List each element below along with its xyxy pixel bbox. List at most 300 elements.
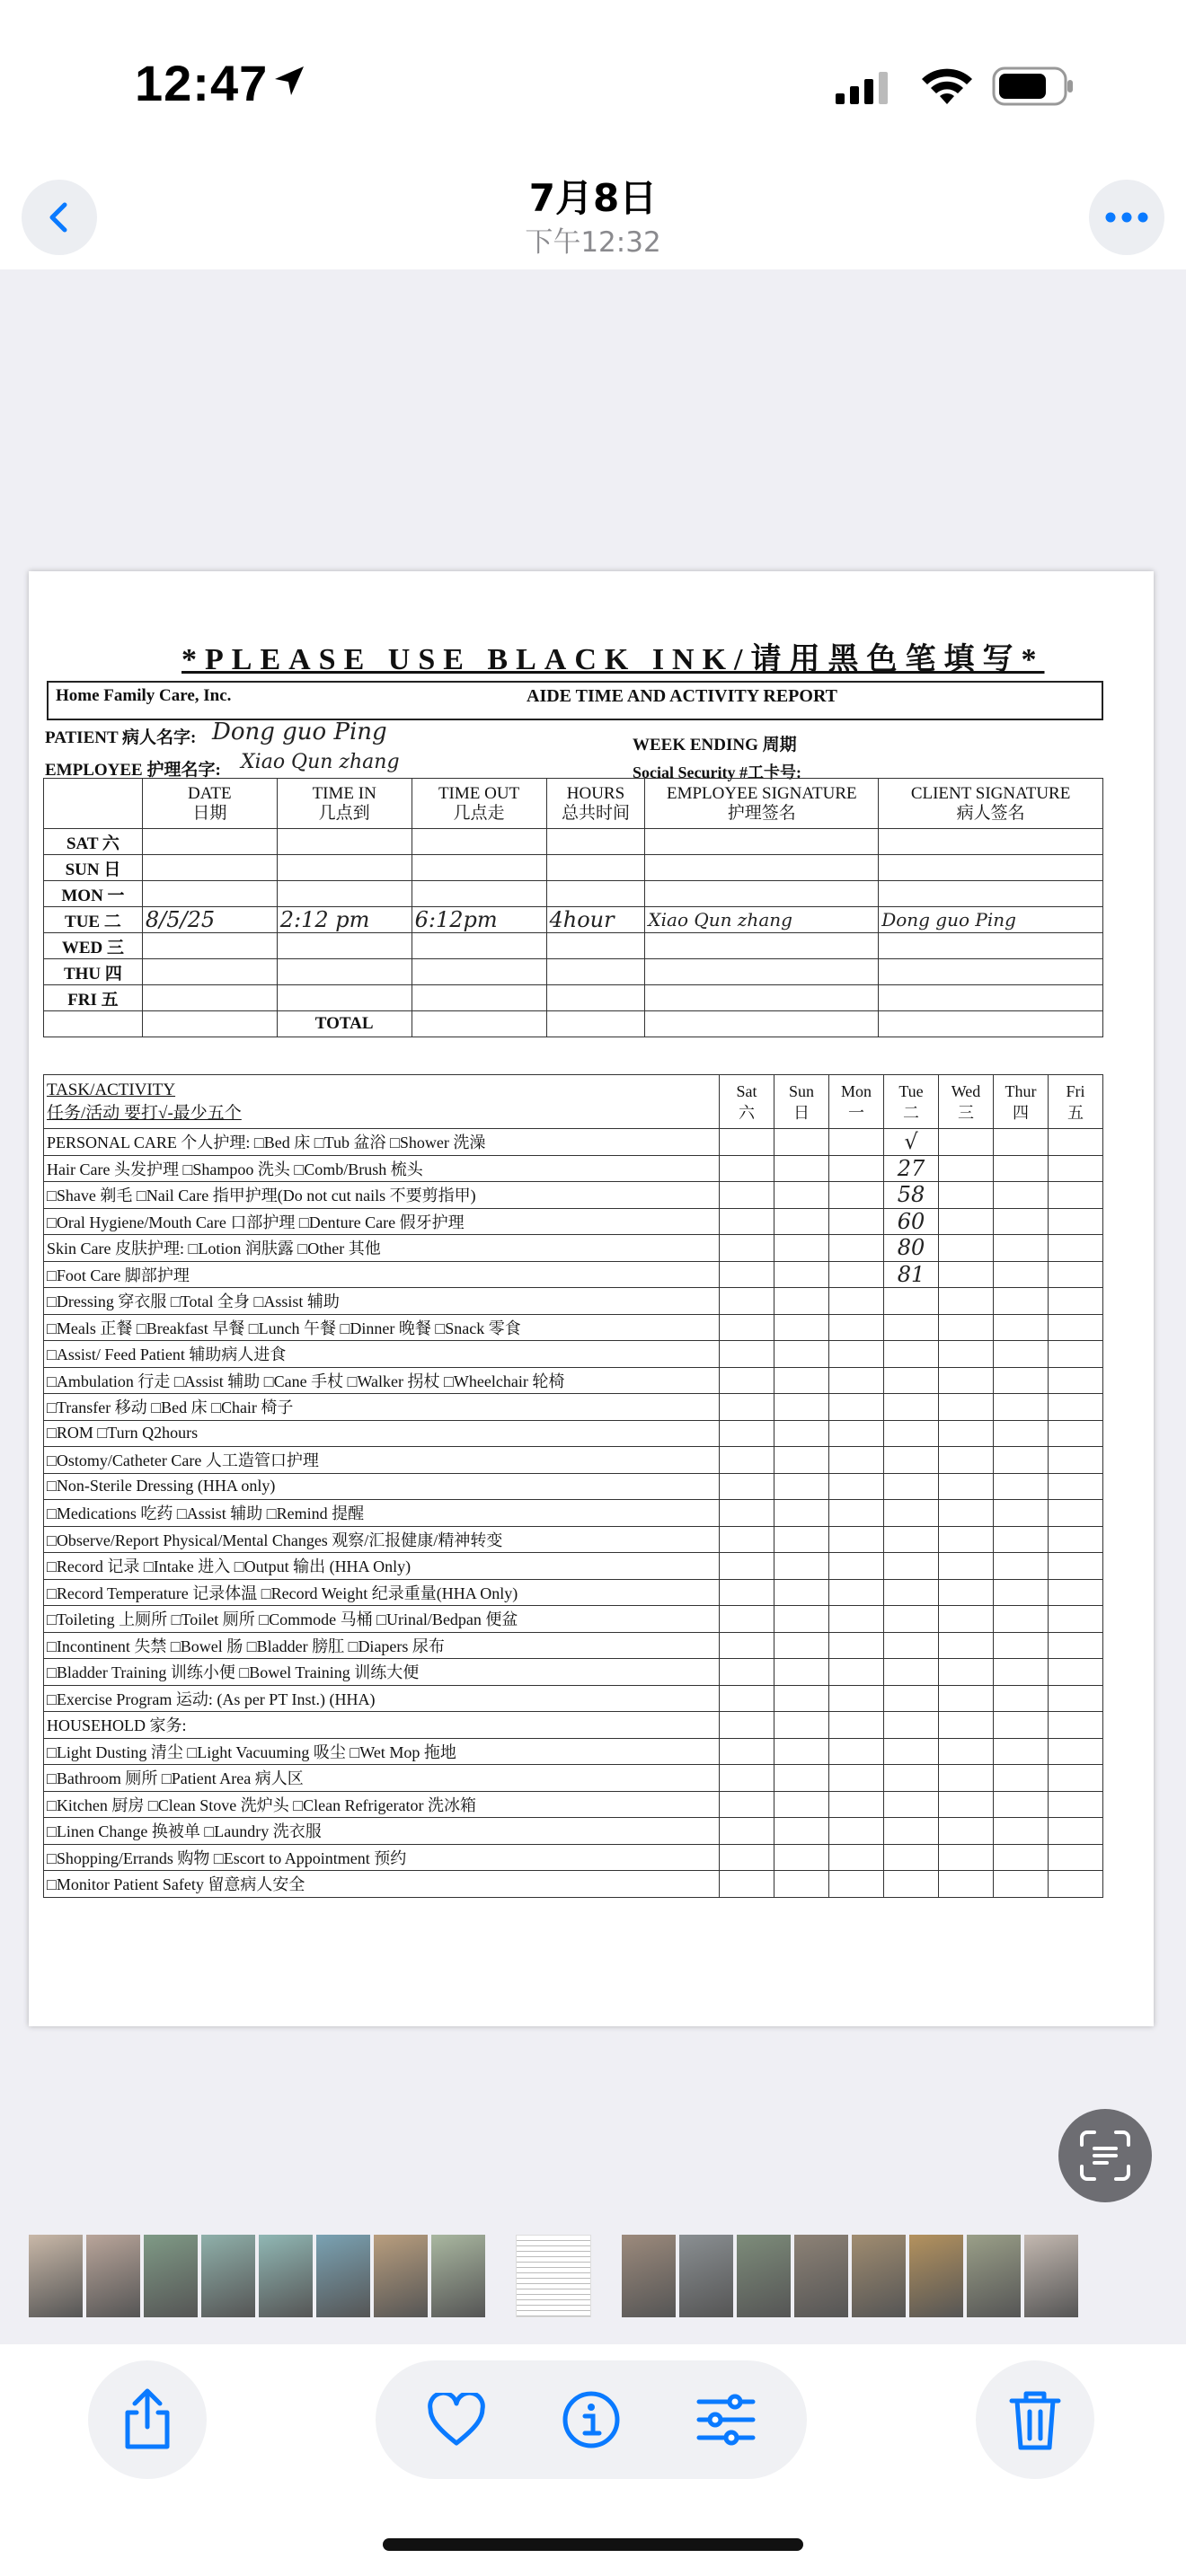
task-check-cell bbox=[774, 1526, 829, 1553]
task-check-cell bbox=[939, 1288, 994, 1315]
task-check-cell bbox=[829, 1420, 884, 1447]
location-arrow-icon bbox=[271, 63, 307, 99]
employee-label: EMPLOYEE 护理名字: bbox=[45, 761, 221, 780]
adjust-button[interactable] bbox=[667, 2360, 785, 2479]
time-row bbox=[44, 985, 1103, 1011]
task-check-cell bbox=[1049, 1447, 1103, 1474]
task-check-cell bbox=[774, 1659, 829, 1686]
task-check-cell bbox=[1049, 1500, 1103, 1527]
task-row bbox=[44, 1765, 1103, 1792]
task-header-title: TASK/ACTIVITY bbox=[47, 1080, 176, 1099]
weekday-header bbox=[884, 1075, 939, 1129]
task-check-cell bbox=[884, 1685, 939, 1712]
task-check-cell bbox=[720, 1553, 774, 1580]
patient-name-handwritten: Dong guo Ping bbox=[212, 719, 387, 745]
scanned-document[interactable] bbox=[29, 571, 1154, 2026]
task-check-cell bbox=[884, 1818, 939, 1845]
info-icon bbox=[562, 2390, 621, 2449]
task-check-cell bbox=[720, 1288, 774, 1315]
weekday-cn: 日 bbox=[793, 1103, 810, 1122]
task-row bbox=[44, 1738, 1103, 1765]
task-check-cell bbox=[829, 1208, 884, 1235]
weekday-cn: 一 bbox=[848, 1103, 864, 1122]
day-label: WED 三 bbox=[44, 933, 143, 959]
task-label: □Foot Care 脚部护理 bbox=[44, 1261, 720, 1288]
task-check-cell bbox=[829, 1129, 884, 1156]
delete-button[interactable] bbox=[976, 2360, 1094, 2479]
share-icon bbox=[119, 2387, 176, 2452]
info-button[interactable] bbox=[532, 2360, 651, 2479]
task-check-cell bbox=[829, 1632, 884, 1659]
time-table bbox=[43, 778, 1103, 1037]
task-check-cell bbox=[1049, 1129, 1103, 1156]
task-check-cell bbox=[994, 1738, 1049, 1765]
page-title: 7月8日 bbox=[528, 176, 658, 220]
task-check-cell bbox=[829, 1341, 884, 1368]
thumbnail-strip[interactable] bbox=[29, 2235, 1159, 2317]
tue-time-in: 2:12 pm bbox=[277, 907, 412, 933]
task-check-cell bbox=[994, 1314, 1049, 1341]
task-check-cell bbox=[994, 1553, 1049, 1580]
thumbnail-photo-4[interactable] bbox=[201, 2235, 255, 2317]
task-label: HOUSEHOLD 家务: bbox=[44, 1712, 720, 1739]
task-check-cell bbox=[939, 1367, 994, 1394]
thumbnail-photo-13[interactable] bbox=[794, 2235, 848, 2317]
status-bar bbox=[0, 0, 1186, 171]
task-label: □Meals 正餐 □Breakfast 早餐 □Lunch 午餐 □Dinner 晚餐 □Snack 零食 bbox=[44, 1314, 720, 1341]
task-row bbox=[44, 1447, 1103, 1474]
task-check-cell bbox=[829, 1685, 884, 1712]
time-header-cell: EMPLOYEE SIGNATURE 护理签名 bbox=[645, 779, 879, 829]
task-check-cell bbox=[1049, 1473, 1103, 1500]
task-check-cell bbox=[829, 1288, 884, 1315]
task-check-cell bbox=[720, 1394, 774, 1421]
empty-cell bbox=[546, 1011, 645, 1037]
tue-task-mark: 27 bbox=[884, 1155, 939, 1182]
task-label: □Kitchen 厨房 □Clean Stove 洗炉头 □Clean Refrigerator 洗冰箱 bbox=[44, 1791, 720, 1818]
page-subtitle: 下午12:32 bbox=[525, 226, 661, 259]
task-check-cell bbox=[994, 1632, 1049, 1659]
task-label: Hair Care 头发护理 □Shampoo 洗头 □Comb/Brush 梳头 bbox=[44, 1155, 720, 1182]
empty-cell bbox=[879, 1011, 1103, 1037]
task-check-cell bbox=[939, 1341, 994, 1368]
weekday-en: Tue bbox=[898, 1081, 924, 1100]
task-check-cell bbox=[720, 1367, 774, 1394]
task-check-cell bbox=[829, 1606, 884, 1633]
task-check-cell bbox=[774, 1155, 829, 1182]
share-button[interactable] bbox=[88, 2360, 207, 2479]
empty-cell bbox=[546, 881, 645, 907]
empty-cell bbox=[645, 829, 879, 855]
task-label: □Oral Hygiene/Mouth Care 口部护理 □Denture Care 假牙护理 bbox=[44, 1208, 720, 1235]
weekday-header bbox=[774, 1075, 829, 1129]
task-row bbox=[44, 1844, 1103, 1871]
empty-cell bbox=[412, 855, 546, 881]
empty-cell bbox=[412, 985, 546, 1011]
favorite-button[interactable] bbox=[397, 2360, 516, 2479]
wifi-icon bbox=[918, 65, 976, 108]
task-check-cell bbox=[1049, 1579, 1103, 1606]
task-label: □Light Dusting 清尘 □Light Vacuuming 吸尘 □Wet Mop 拖地 bbox=[44, 1738, 720, 1765]
task-check-cell bbox=[774, 1712, 829, 1739]
task-label: □Record 记录 □Intake 进入 □Output 输出 (HHA Only) bbox=[44, 1553, 720, 1580]
task-check-cell bbox=[720, 1182, 774, 1209]
task-check-cell bbox=[939, 1208, 994, 1235]
task-row bbox=[44, 1606, 1103, 1633]
task-check-cell bbox=[939, 1738, 994, 1765]
social-security-label: Social Security #工卡号: bbox=[633, 763, 801, 781]
task-check-cell bbox=[994, 1818, 1049, 1845]
task-check-cell bbox=[829, 1818, 884, 1845]
time-header-cell bbox=[44, 779, 143, 829]
task-check-cell bbox=[720, 1791, 774, 1818]
empty-cell bbox=[412, 829, 546, 855]
tue-task-mark: 60 bbox=[884, 1208, 939, 1235]
empty-cell bbox=[879, 881, 1103, 907]
time-table-header bbox=[44, 779, 1103, 829]
task-check-cell bbox=[1049, 1659, 1103, 1686]
task-check-cell bbox=[939, 1182, 994, 1209]
tue-task-mark: √ bbox=[884, 1129, 939, 1156]
more-button[interactable] bbox=[1089, 180, 1164, 255]
task-row bbox=[44, 1420, 1103, 1447]
thumbnail-photo-16[interactable] bbox=[967, 2235, 1021, 2317]
task-check-cell bbox=[720, 1341, 774, 1368]
task-check-cell bbox=[720, 1818, 774, 1845]
task-check-cell bbox=[994, 1367, 1049, 1394]
task-check-cell bbox=[720, 1844, 774, 1871]
task-check-cell bbox=[1049, 1685, 1103, 1712]
task-check-cell bbox=[829, 1314, 884, 1341]
task-check-cell bbox=[1049, 1844, 1103, 1871]
empty-cell bbox=[44, 1011, 143, 1037]
task-check-cell bbox=[939, 1606, 994, 1633]
time-row bbox=[44, 959, 1103, 985]
task-check-cell bbox=[1049, 1526, 1103, 1553]
task-check-cell bbox=[720, 1606, 774, 1633]
empty-cell bbox=[645, 855, 879, 881]
task-check-cell bbox=[774, 1341, 829, 1368]
task-row bbox=[44, 1261, 1103, 1288]
task-check-cell bbox=[720, 1235, 774, 1262]
weekday-header bbox=[1049, 1075, 1103, 1129]
task-check-cell bbox=[1049, 1632, 1103, 1659]
tue-task-mark: 80 bbox=[884, 1235, 939, 1262]
task-check-cell bbox=[1049, 1261, 1103, 1288]
empty-cell bbox=[142, 1011, 277, 1037]
time-header-cell: TIME IN 几点到 bbox=[277, 779, 412, 829]
task-check-cell bbox=[774, 1685, 829, 1712]
thumbnail-photo-14[interactable] bbox=[852, 2235, 906, 2317]
task-label: □Observe/Report Physical/Mental Changes 观察/汇报健康/精神转变 bbox=[44, 1526, 720, 1553]
task-check-cell bbox=[884, 1765, 939, 1792]
task-check-cell bbox=[720, 1420, 774, 1447]
task-check-cell bbox=[994, 1394, 1049, 1421]
empty-cell bbox=[546, 829, 645, 855]
task-check-cell bbox=[774, 1553, 829, 1580]
task-check-cell bbox=[829, 1553, 884, 1580]
task-check-cell bbox=[1049, 1394, 1103, 1421]
weekday-en: Thur bbox=[1005, 1081, 1037, 1100]
thumbnail-photo-7[interactable] bbox=[374, 2235, 428, 2317]
task-check-cell bbox=[1049, 1341, 1103, 1368]
task-check-cell bbox=[994, 1208, 1049, 1235]
task-check-cell bbox=[1049, 1367, 1103, 1394]
empty-cell bbox=[412, 1011, 546, 1037]
task-check-cell bbox=[1049, 1738, 1103, 1765]
task-check-cell bbox=[774, 1871, 829, 1898]
day-label: TUE 二 bbox=[44, 907, 143, 933]
day-label: MON 一 bbox=[44, 881, 143, 907]
empty-cell bbox=[879, 829, 1103, 855]
home-indicator bbox=[383, 2538, 803, 2551]
heart-icon bbox=[427, 2393, 486, 2447]
task-check-cell bbox=[774, 1261, 829, 1288]
task-row bbox=[44, 1553, 1103, 1580]
task-check-cell bbox=[939, 1155, 994, 1182]
cellular-signal-icon bbox=[836, 70, 890, 106]
empty-cell bbox=[277, 959, 412, 985]
time-header-cell: CLIENT SIGNATURE 病人签名 bbox=[879, 779, 1103, 829]
task-check-cell bbox=[939, 1844, 994, 1871]
task-check-cell bbox=[774, 1314, 829, 1341]
task-check-cell bbox=[720, 1871, 774, 1898]
day-label: THU 四 bbox=[44, 959, 143, 985]
task-check-cell bbox=[1049, 1606, 1103, 1633]
empty-cell bbox=[546, 959, 645, 985]
empty-cell bbox=[142, 881, 277, 907]
task-check-cell bbox=[774, 1420, 829, 1447]
thumbnail-photo-15[interactable] bbox=[909, 2235, 963, 2317]
empty-cell bbox=[546, 933, 645, 959]
ellipsis-icon bbox=[1104, 211, 1149, 224]
task-label: □Medications 吃药 □Assist 辅助 □Remind 提醒 bbox=[44, 1500, 720, 1527]
live-text-button[interactable] bbox=[1058, 2109, 1152, 2202]
tue-hours: 4hour bbox=[546, 907, 645, 933]
task-check-cell bbox=[939, 1235, 994, 1262]
empty-cell bbox=[645, 1011, 879, 1037]
time-header-cell: DATE 日期 bbox=[142, 779, 277, 829]
task-check-cell bbox=[774, 1738, 829, 1765]
task-check-cell bbox=[1049, 1791, 1103, 1818]
task-check-cell bbox=[939, 1579, 994, 1606]
task-check-cell bbox=[774, 1791, 829, 1818]
thumbnail-photo-3[interactable] bbox=[144, 2235, 198, 2317]
task-row bbox=[44, 1659, 1103, 1686]
task-check-cell bbox=[884, 1606, 939, 1633]
thumbnail-photo-6[interactable] bbox=[316, 2235, 370, 2317]
task-check-cell bbox=[720, 1155, 774, 1182]
task-check-cell bbox=[1049, 1871, 1103, 1898]
weekday-header bbox=[829, 1075, 884, 1129]
total-row bbox=[44, 1011, 1103, 1037]
task-row bbox=[44, 1632, 1103, 1659]
task-header-instructions: 任务/活动 要打√-最少五个 bbox=[47, 1103, 242, 1123]
task-check-cell bbox=[720, 1659, 774, 1686]
empty-cell bbox=[879, 959, 1103, 985]
task-check-cell bbox=[939, 1712, 994, 1739]
task-check-cell bbox=[884, 1844, 939, 1871]
task-check-cell bbox=[1049, 1765, 1103, 1792]
task-check-cell bbox=[994, 1447, 1049, 1474]
task-check-cell bbox=[994, 1579, 1049, 1606]
thumbnail-photo-11[interactable] bbox=[679, 2235, 733, 2317]
total-label: TOTAL bbox=[277, 1011, 412, 1037]
empty-cell bbox=[277, 829, 412, 855]
task-check-cell bbox=[720, 1261, 774, 1288]
task-row bbox=[44, 1288, 1103, 1315]
task-row bbox=[44, 1500, 1103, 1527]
task-check-cell bbox=[939, 1261, 994, 1288]
task-check-cell bbox=[1049, 1208, 1103, 1235]
time-header-cell: HOURS 总共时间 bbox=[546, 779, 645, 829]
task-check-cell bbox=[774, 1765, 829, 1792]
task-row bbox=[44, 1791, 1103, 1818]
task-check-cell bbox=[829, 1447, 884, 1474]
live-text-icon bbox=[1078, 2129, 1132, 2183]
thumbnail-photo-8[interactable] bbox=[431, 2235, 485, 2317]
task-check-cell bbox=[720, 1579, 774, 1606]
task-label: □Incontinent 失禁 □Bowel 肠 □Bladder 膀肛 □Diapers 尿布 bbox=[44, 1632, 720, 1659]
task-check-cell bbox=[994, 1341, 1049, 1368]
weekday-en: Wed bbox=[951, 1081, 981, 1100]
task-check-cell bbox=[720, 1473, 774, 1500]
time-row bbox=[44, 829, 1103, 855]
task-check-cell bbox=[1049, 1288, 1103, 1315]
empty-cell bbox=[412, 933, 546, 959]
task-row bbox=[44, 1235, 1103, 1262]
task-row bbox=[44, 1685, 1103, 1712]
empty-cell bbox=[277, 881, 412, 907]
task-table-header bbox=[44, 1075, 1103, 1129]
company-name: Home Family Care, Inc. bbox=[56, 686, 232, 705]
task-check-cell bbox=[1049, 1420, 1103, 1447]
task-check-cell bbox=[939, 1659, 994, 1686]
task-check-cell bbox=[720, 1447, 774, 1474]
empty-cell bbox=[879, 985, 1103, 1011]
task-check-cell bbox=[774, 1818, 829, 1845]
weekday-cn: 三 bbox=[958, 1103, 974, 1122]
task-check-cell bbox=[884, 1447, 939, 1474]
thumbnail-photo-1[interactable] bbox=[29, 2235, 83, 2317]
weekday-en: Sun bbox=[788, 1081, 814, 1100]
task-check-cell bbox=[994, 1420, 1049, 1447]
task-check-cell bbox=[829, 1765, 884, 1792]
task-label: □Record Temperature 记录体温 □Record Weight 纪录重量(HHA Only) bbox=[44, 1579, 720, 1606]
task-label: Skin Care 皮肤护理: □Lotion 润肤露 □Other 其他 bbox=[44, 1235, 720, 1262]
weekday-en: Mon bbox=[840, 1081, 872, 1100]
weekday-en: Fri bbox=[1066, 1081, 1085, 1100]
task-check-cell bbox=[1049, 1818, 1103, 1845]
task-check-cell bbox=[774, 1394, 829, 1421]
task-check-cell bbox=[994, 1129, 1049, 1156]
task-label: □Ambulation 行走 □Assist 辅助 □Cane 手杖 □Walker 拐杖 □Wheelchair 轮椅 bbox=[44, 1367, 720, 1394]
task-check-cell bbox=[884, 1632, 939, 1659]
tue-task-mark: 58 bbox=[884, 1182, 939, 1209]
empty-cell bbox=[546, 985, 645, 1011]
task-check-cell bbox=[1049, 1712, 1103, 1739]
weekday-header bbox=[720, 1075, 774, 1129]
empty-cell bbox=[412, 881, 546, 907]
task-check-cell bbox=[774, 1208, 829, 1235]
task-row bbox=[44, 1129, 1103, 1156]
weekday-cn: 四 bbox=[1013, 1103, 1029, 1122]
weekday-cn: 六 bbox=[739, 1103, 755, 1122]
task-check-cell bbox=[884, 1341, 939, 1368]
task-activity-table bbox=[43, 1074, 1103, 1898]
empty-cell bbox=[645, 985, 879, 1011]
task-label: PERSONAL CARE 个人护理: □Bed 床 □Tub 盆浴 □Shower 洗澡 bbox=[44, 1129, 720, 1156]
empty-cell bbox=[277, 933, 412, 959]
task-check-cell bbox=[774, 1500, 829, 1527]
thumbnail-photo-10[interactable] bbox=[622, 2235, 676, 2317]
task-check-cell bbox=[774, 1606, 829, 1633]
task-check-cell bbox=[829, 1473, 884, 1500]
thumbnail-photo-5[interactable] bbox=[259, 2235, 313, 2317]
task-check-cell bbox=[939, 1314, 994, 1341]
task-check-cell bbox=[720, 1685, 774, 1712]
task-check-cell bbox=[1049, 1314, 1103, 1341]
task-check-cell bbox=[774, 1632, 829, 1659]
task-check-cell bbox=[774, 1844, 829, 1871]
task-check-cell bbox=[829, 1579, 884, 1606]
tue-task-mark: 81 bbox=[884, 1261, 939, 1288]
task-check-cell bbox=[829, 1261, 884, 1288]
task-check-cell bbox=[939, 1791, 994, 1818]
thumbnail-photo-12[interactable] bbox=[737, 2235, 791, 2317]
task-label: □Transfer 移动 □Bed 床 □Chair 椅子 bbox=[44, 1394, 720, 1421]
task-label: □Bathroom 厕所 □Patient Area 病人区 bbox=[44, 1765, 720, 1792]
task-label: □Bladder Training 训练小便 □Bowel Training 训练大便 bbox=[44, 1659, 720, 1686]
thumbnail-photo-17[interactable] bbox=[1024, 2235, 1078, 2317]
thumbnail-photo-2[interactable] bbox=[86, 2235, 140, 2317]
tue-time-out: 6:12pm bbox=[412, 907, 546, 933]
task-check-cell bbox=[720, 1526, 774, 1553]
weekday-cn: 二 bbox=[903, 1103, 919, 1122]
sliders-icon bbox=[695, 2393, 757, 2447]
task-check-cell bbox=[720, 1738, 774, 1765]
task-label: □Non-Sterile Dressing (HHA only) bbox=[44, 1473, 720, 1500]
task-check-cell bbox=[774, 1235, 829, 1262]
task-check-cell bbox=[884, 1712, 939, 1739]
report-title: AIDE TIME AND ACTIVITY REPORT bbox=[527, 686, 838, 706]
task-check-cell bbox=[939, 1685, 994, 1712]
task-check-cell bbox=[720, 1632, 774, 1659]
task-check-cell bbox=[1049, 1235, 1103, 1262]
task-check-cell bbox=[720, 1712, 774, 1739]
task-check-cell bbox=[939, 1129, 994, 1156]
task-header bbox=[44, 1075, 720, 1129]
task-label: □ROM □Turn Q2hours bbox=[44, 1420, 720, 1447]
task-check-cell bbox=[884, 1500, 939, 1527]
task-check-cell bbox=[884, 1473, 939, 1500]
task-check-cell bbox=[939, 1394, 994, 1421]
task-check-cell bbox=[829, 1500, 884, 1527]
employee-name-handwritten: Xiao Qun zhang bbox=[241, 751, 400, 773]
task-check-cell bbox=[829, 1155, 884, 1182]
task-check-cell bbox=[884, 1553, 939, 1580]
trash-icon bbox=[1008, 2388, 1062, 2451]
task-label: □Monitor Patient Safety 留意病人安全 bbox=[44, 1871, 720, 1898]
thumbnail-document-current[interactable] bbox=[516, 2235, 591, 2317]
task-check-cell bbox=[720, 1500, 774, 1527]
task-check-cell bbox=[774, 1288, 829, 1315]
task-check-cell bbox=[939, 1818, 994, 1845]
task-check-cell bbox=[884, 1659, 939, 1686]
battery-icon bbox=[992, 66, 1075, 106]
day-label: SAT 六 bbox=[44, 829, 143, 855]
task-check-cell bbox=[994, 1235, 1049, 1262]
